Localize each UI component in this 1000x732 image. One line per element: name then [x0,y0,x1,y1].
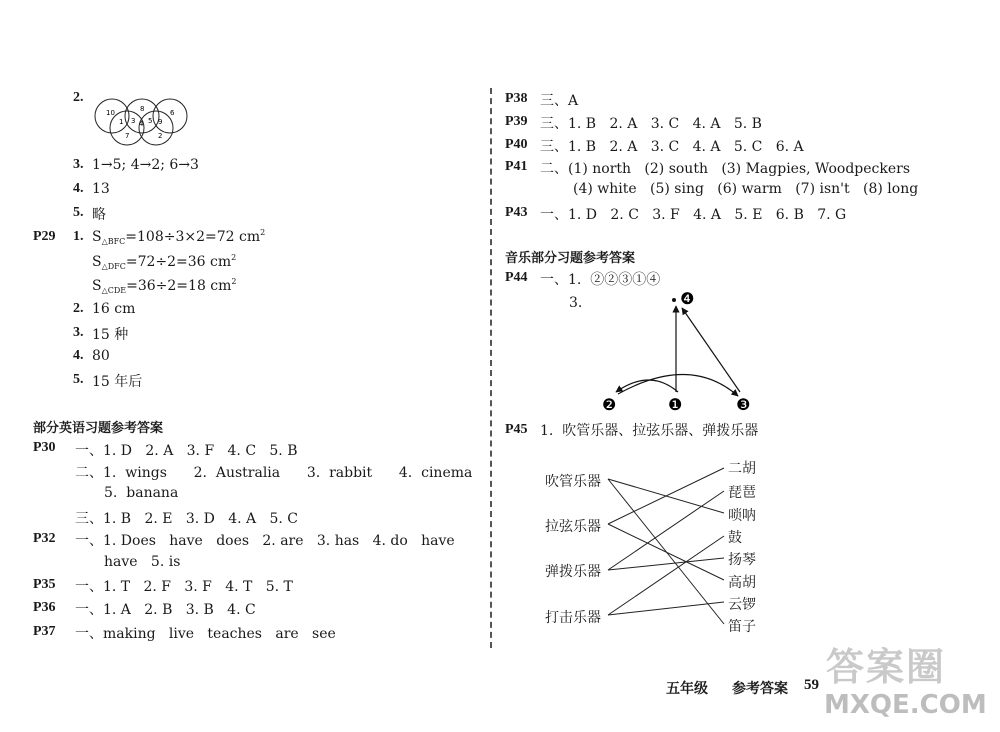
instrument-pipa: 琵琶 [728,485,756,501]
instrument-suona: 唢呐 [728,508,756,524]
watermark-logo: 答案圈 [826,645,947,689]
venn-number: 2 [158,132,163,140]
page-label-p44: P44 [505,270,528,285]
page-label-p40: P40 [505,137,528,152]
p30-row-1: 一、1. D 2. A 3. F 4. C 5. B [75,443,298,459]
q5-answer: 15 年后 [92,374,143,390]
category-wind: 吹管乐器 [545,474,601,490]
category-bowed: 拉弦乐器 [545,519,601,535]
instrument-gaohu: 高胡 [728,575,756,591]
q3-number: 3. [73,157,84,172]
p44-arrow-diagram [590,288,770,418]
venn-number: 4 [139,120,144,128]
arrow-curve [618,374,738,396]
node-3: ❸ [736,395,751,414]
match-line [608,524,724,580]
category-plucked: 弹拨乐器 [545,564,601,580]
area-line-2: $S_{\triangle DFC}=72\div 2=36$ $cm^2$ [92,253,237,271]
p43-row-1: 一、1. D 2. C 3. F 4. A 5. E 6. B 7. G [540,207,847,223]
page-label-p39: P39 [505,114,528,129]
p32-row-1: 一、1. Does have does 2. are 3. has 4. do have [75,533,455,549]
english-section-title: 部分英语习题参考答案 [33,421,164,436]
page-label-p37: P37 [33,624,56,639]
venn-number: 1 [119,118,124,126]
instrument-dizi: 笛子 [728,619,756,635]
footer-page-number: 59 [804,677,819,693]
p45-row-1: 1. 吹管乐器、拉弦乐器、弹拨乐器 [540,423,759,439]
p30-row-3: 5. banana [104,485,179,501]
q2-number: 2. [73,90,84,105]
watermark-url: MXQE.COM [824,690,987,720]
music-section-title: 音乐部分习题参考答案 [505,251,636,266]
q5-number: 5. [73,205,84,220]
node-2: ❷ [602,395,617,414]
p37-row-1: 一、making live teaches are see [75,626,336,642]
p40-row-1: 三、1. B 2. A 3. C 4. A 5. C 6. A [540,139,804,155]
q4-number: 4. [73,181,84,196]
q4-answer: 13 [92,181,110,197]
page-label-p36: P36 [33,600,56,615]
q3-answer: 15 种 [92,327,129,343]
venn-number: 9 [158,118,163,126]
matching-lines [600,460,730,630]
match-line [608,602,724,615]
node-4: ❹ [680,289,695,308]
area-line-3: $S_{\triangle CDE}=36\div 2=18$ $cm^2$ [92,277,237,295]
venn-diagram [90,98,190,146]
q3-number: 3. [73,325,84,340]
node-1: ❶ [668,395,683,414]
page-label-p43: P43 [505,205,528,220]
p41-row-1: 二、(1) north (2) south (3) Magpies, Woodpeckers [540,161,911,177]
instrument-erhu: 二胡 [728,461,756,477]
q3-answer: 1→5; 4→2; 6→3 [92,157,199,173]
venn-number: 8 [140,105,145,113]
q2-number: 2. [73,301,84,316]
q1-number: 1. [73,229,84,244]
match-line [608,558,724,570]
venn-number: 5 [148,117,153,125]
p32-row-2: have 5. is [104,554,181,570]
q5-number: 5. [73,372,84,387]
page-label-p29: P29 [33,229,56,244]
column-divider [490,88,492,648]
footer-title: 参考答案 [732,681,788,697]
venn-number: 3 [131,117,136,125]
p38-row-1: 三、A [540,93,579,109]
page-label-p38: P38 [505,91,528,106]
page-label-p30: P30 [33,440,56,455]
venn-number: 7 [125,132,130,140]
p36-row-1: 一、1. A 2. B 3. B 4. C [75,602,256,618]
p30-row-2: 二、1. wings 2. Australia 3. rabbit 4. cinema [75,465,473,481]
page-label-p32: P32 [33,531,56,546]
q4-answer: 80 [92,348,110,364]
match-line [608,491,724,570]
instrument-yunluo: 云锣 [728,597,756,613]
area-line-1: $S_{\triangle BFC}=108\div 3\times 2=72$ $cm^2$ [92,228,266,246]
footer-grade: 五年级 [666,681,708,697]
venn-number: 10 [106,109,115,117]
instrument-yangqin: 扬琴 [728,552,756,568]
p44-row-1: 一、1. ②②③①④ [540,272,661,288]
p39-row-1: 三、1. B 2. A 3. C 4. A 5. B [540,116,762,132]
instrument-drum: 鼓 [728,530,742,546]
match-line [608,468,724,524]
q5-answer: 略 [92,207,106,223]
venn-number: 6 [170,109,175,117]
page-label-p45: P45 [505,422,528,437]
p44-row-2: 3. [569,295,583,311]
p35-row-1: 一、1. T 2. F 3. F 4. T 5. T [75,579,293,595]
page-label-p35: P35 [33,577,56,592]
page-label-p41: P41 [505,159,528,174]
q4-number: 4. [73,348,84,363]
match-line [608,536,724,615]
p41-row-2: (4) white (5) sing (6) warm (7) isn't (8) long [573,181,919,197]
p30-row-4: 三、1. B 2. E 3. D 4. A 5. C [75,511,298,527]
q2-answer: 16 cm [92,301,136,317]
category-percussion: 打击乐器 [545,610,601,626]
